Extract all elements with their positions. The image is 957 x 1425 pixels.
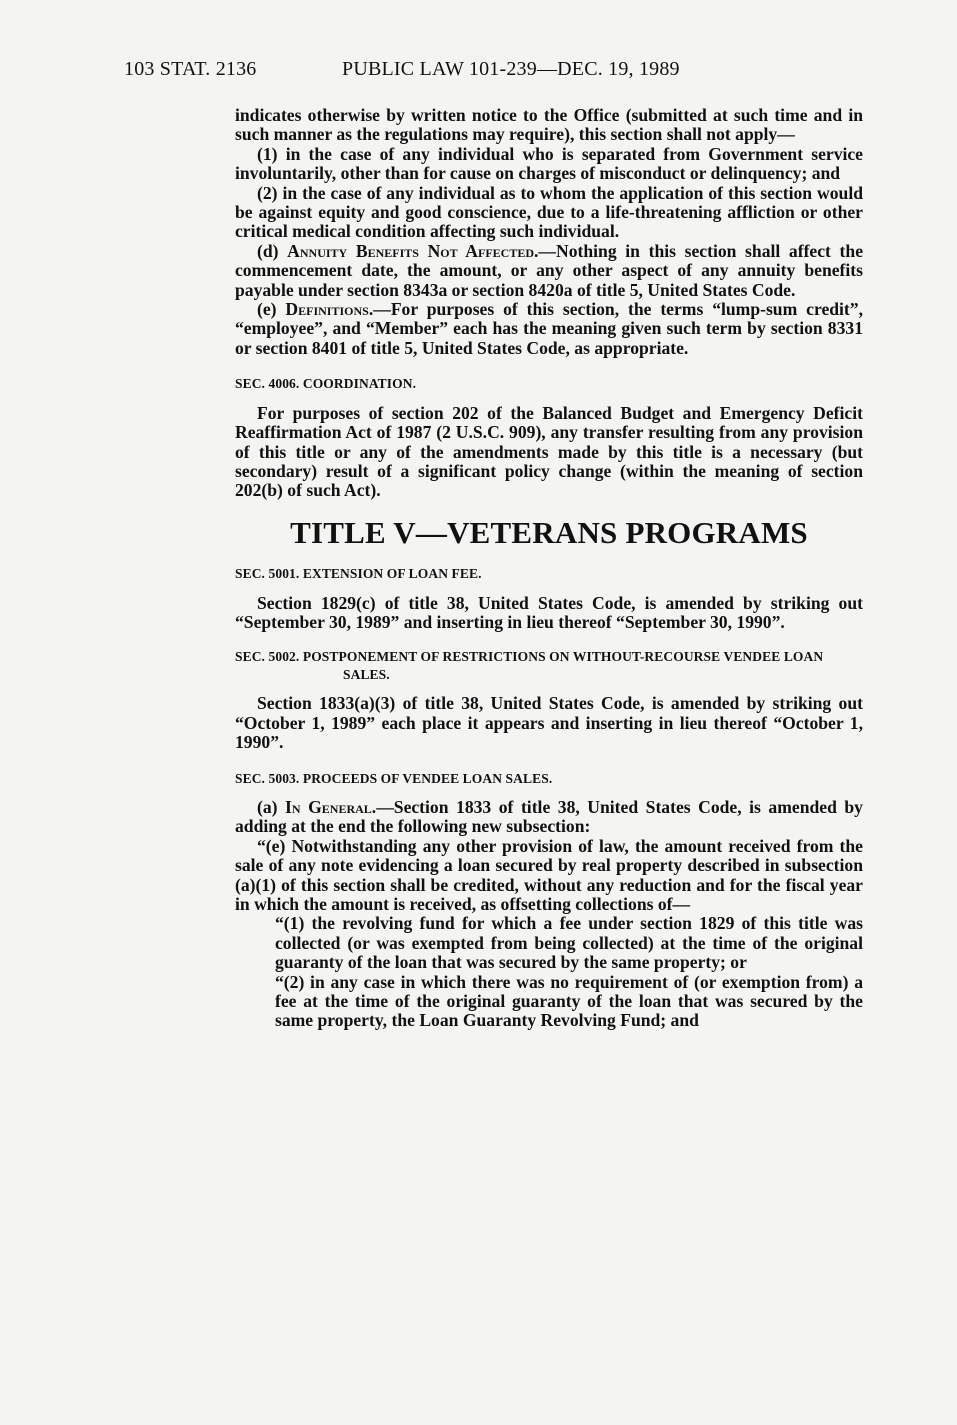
paragraph-continuation: indicates otherwise by written notice to the Office (submitted at such time and in such manner as the regulations may require), this section shall not apply— bbox=[235, 105, 863, 145]
subsection-a-label: (a) bbox=[257, 796, 278, 817]
section-5002-text: Section 1833(a)(3) of title 38, United States Code, is amended by striking out “October 1, 1989” each place it appears and inserting in lieu thereof “October 1, 1990”. bbox=[235, 693, 863, 753]
subsection-d-heading: Annuity Benefits Not Affected. bbox=[287, 240, 539, 261]
subsection-e-heading: Definitions. bbox=[285, 299, 374, 320]
section-5002-heading: SEC. 5002. POSTPONEMENT OF RESTRICTIONS ON WITHOUT-RECOURSE VENDEE LOAN SALES. bbox=[235, 649, 824, 683]
section-5001-text: Section 1829(c) of title 38, United States Code, is amended by striking out “September 30, 1989” and inserting in lieu thereof “September 30, 1990”. bbox=[235, 592, 863, 632]
section-5001-heading: SEC. 5001. EXTENSION OF LOAN FEE. bbox=[235, 566, 482, 582]
quoted-clause-2: “(2) in any case in which there was no requirement of (or exemption from) a fee at the time of the original guaranty of the loan that was secured by the same property, the Loan Guaranty Revolving Fund; and bbox=[275, 971, 863, 1031]
section-5003-heading: SEC. 5003. PROCEEDS OF VENDEE LOAN SALES. bbox=[235, 770, 553, 786]
subsection-e-label: (e) bbox=[257, 299, 277, 320]
stat-page-number: 103 STAT. 2136 bbox=[124, 58, 257, 80]
subsection-a bbox=[235, 798, 863, 837]
page-header bbox=[124, 58, 852, 88]
section-4006-heading: SEC. 4006. COORDINATION. bbox=[235, 376, 417, 392]
subsection-e bbox=[235, 300, 863, 358]
subsection-d bbox=[235, 242, 863, 300]
quoted-clause-1: “(1) the revolving fund for which a fee under section 1829 of this title was collected (or was exempted from being collected) at the time of the original guaranty of the loan that was secured by the same property; or bbox=[275, 913, 863, 973]
quoted-subsection-e: “(e) Notwithstanding any other provision of law, the amount received from the sale of any note evidencing a loan secured by real property described in subsection (a)(1) of this section shall be credited, without any reduction and for the fiscal year in which the amount is received, as offsetting collections of— bbox=[235, 835, 863, 914]
clause-1: (1) in the case of any individual who is separated from Government service involuntarily, other than for cause on charges of misconduct or delinquency; and bbox=[235, 143, 863, 184]
subsection-d-text: —Nothing in this section shall affect the commencement date, the amount, or any other aspect of any annuity benefits payable under section 8343a or section 8420a of title 5, United States Code. bbox=[235, 240, 863, 300]
subsection-d-label: (d) bbox=[257, 240, 279, 261]
title-v-heading: TITLE V—VETERANS PROGRAMS bbox=[290, 514, 808, 550]
subsection-e-text: —For purposes of this section, the terms “lump-sum credit”, “employee”, and “Member” each has the meaning given such term by section 8331 or section 8401 of title 5, United States Code, as appropriate. bbox=[235, 299, 863, 358]
document-body bbox=[235, 106, 863, 1031]
subsection-a-text: —Section 1833 of title 38, United States Code, is amended by adding at the end the following new subsection: bbox=[235, 796, 863, 837]
subsection-a-heading: In General. bbox=[285, 796, 377, 817]
section-4006-text: For purposes of section 202 of the Balanced Budget and Emergency Deficit Reaffirmation Act of 1987 (2 U.S.C. 909), any transfer resulting from any provision of this title or any of the amendments made by this title is a necessary (but secondary) result of a significant policy change (within the meaning of section 202(b) of such Act). bbox=[235, 402, 863, 501]
public-law-citation: PUBLIC LAW 101-239—DEC. 19, 1989 bbox=[342, 58, 680, 80]
clause-2: (2) in the case of any individual as to whom the application of this section would be against equity and good conscience, due to a life-threatening affliction or other critical medical condition affecting such individual. bbox=[235, 182, 863, 242]
